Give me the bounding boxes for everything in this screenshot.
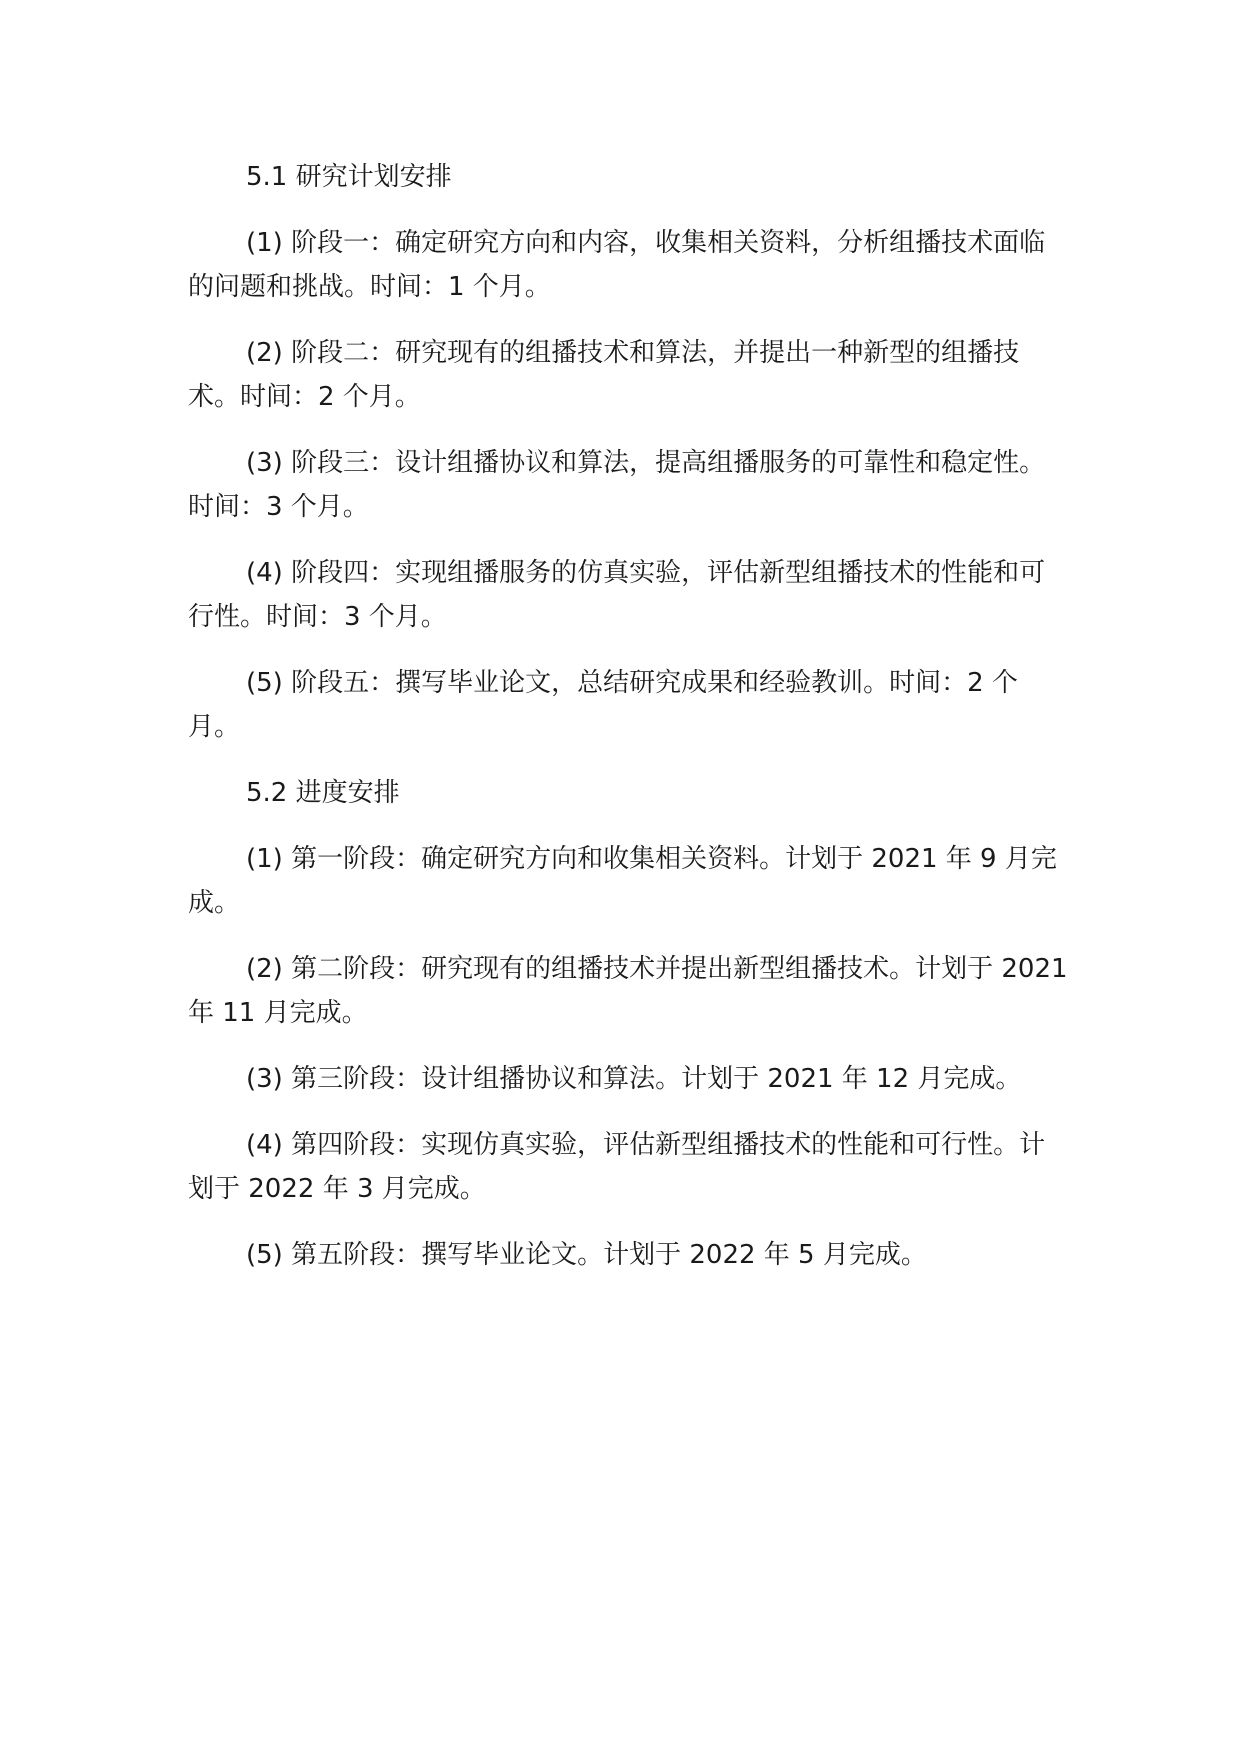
section-heading-schedule: 5.2 进度安排 [246,778,400,808]
plan-item-4: (4) 阶段四：实现组播服务的仿真实验，评估新型组播技术的性能和可行性。时间：3 个月。 [188,558,1046,632]
schedule-item-4: (4) 第四阶段：实现仿真实验，评估新型组播技术的性能和可行性。计划于 2022 年 3 月完成。 [188,1130,1046,1204]
plan-item-2: (2) 阶段二：研究现有的组播技术和算法，并提出一种新型的组播技术。时间：2 个月。 [188,338,1020,412]
schedule-item-2: (2) 第二阶段：研究现有的组播技术并提出新型组播技术。计划于 2021 年 11 月完成。 [188,954,1068,1028]
plan-item-5: (5) 阶段五：撰写毕业论文，总结研究成果和经验教训。时间：2 个月。 [188,668,1018,742]
schedule-item-3: (3) 第三阶段：设计组播协议和算法。计划于 2021 年 12 月完成。 [246,1064,1022,1094]
schedule-item-5: (5) 第五阶段：撰写毕业论文。计划于 2022 年 5 月完成。 [246,1240,927,1270]
plan-item-3: (3) 阶段三：设计组播协议和算法，提高组播服务的可靠性和稳定性。时间：3 个月。 [188,448,1046,522]
plan-item-1: (1) 阶段一：确定研究方向和内容，收集相关资料，分析组播技术面临的问题和挑战。时间：1 个月。 [188,228,1046,302]
schedule-item-1: (1) 第一阶段：确定研究方向和收集相关资料。计划于 2021 年 9 月完成。 [188,844,1057,918]
section-heading-research-plan: 5.1 研究计划安排 [246,162,452,192]
document-page [188,155,1068,1299]
